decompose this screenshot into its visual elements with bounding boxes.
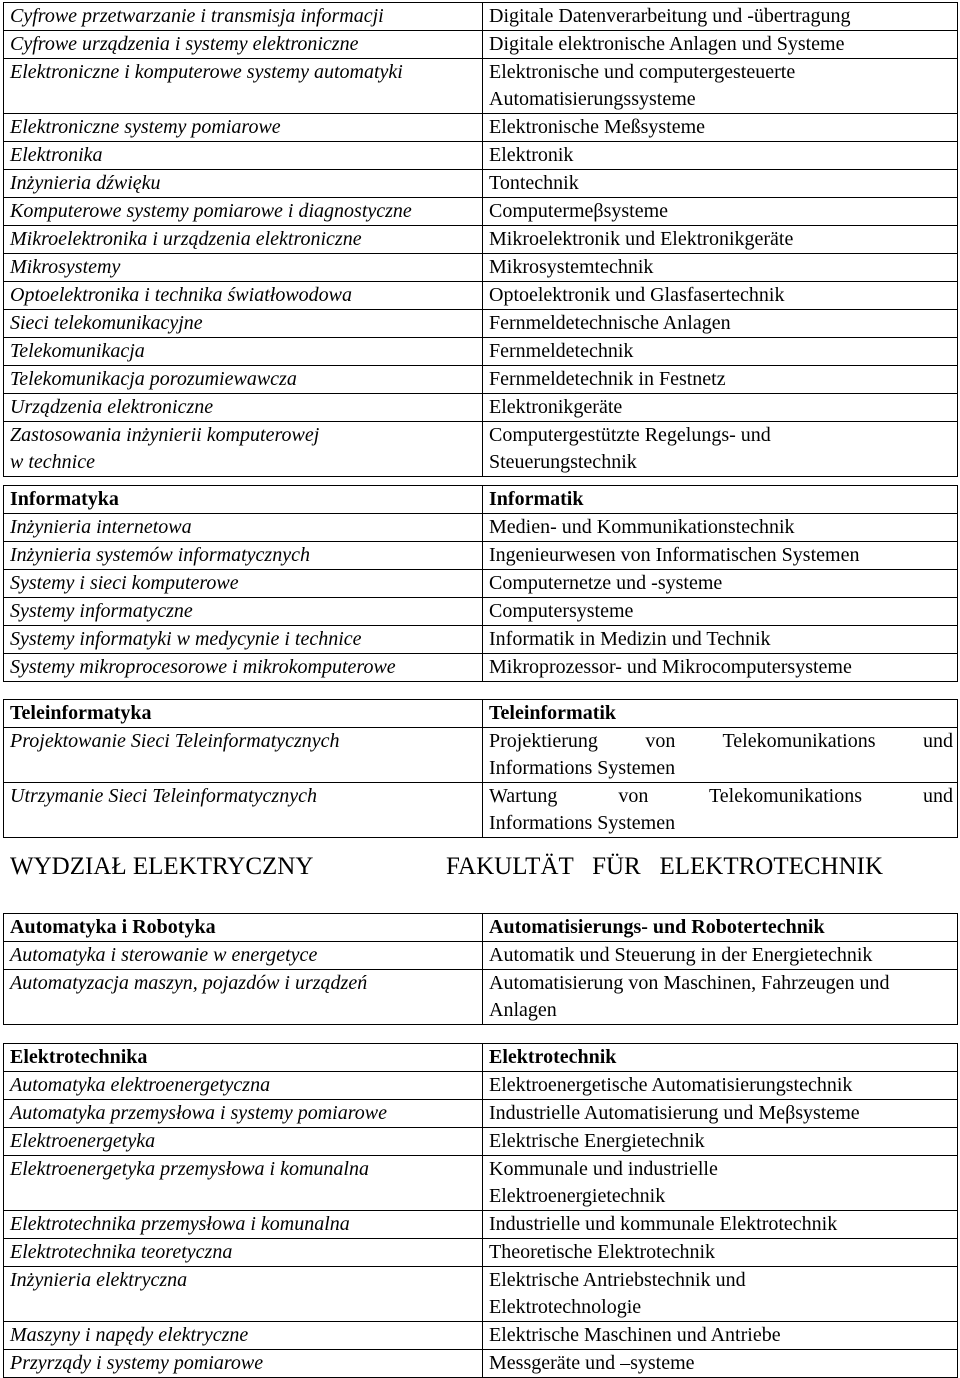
polish-name: Cyfrowe urządzenia i systemy elektroniczne [4,31,483,59]
polish-name: Telekomunikacja [4,338,483,366]
table-row [4,1239,958,1267]
polish-name: Komputerowe systemy pomiarowe i diagnostyczne [4,198,483,226]
german-name [483,422,958,477]
german-name-line2: Anlagen [489,999,557,1021]
polish-name: Optoelektronika i technika światłowodowa [4,282,483,310]
german-name-line1: Computergestützte Regelungs- und [489,424,771,446]
german-name: Industrielle Automatisierung und Meβsysteme [483,1100,958,1128]
table-row [4,542,958,570]
german-name: Mikroelektronik und Elektronikgeräte [483,226,958,254]
table-row [4,1322,958,1350]
table-row [4,3,958,31]
polish-name: Projektowanie Sieci Teleinformatycznych [4,728,483,783]
polish-name: Elektroniczne systemy pomiarowe [4,114,483,142]
polish-name: Systemy informatyczne [4,598,483,626]
polish-name: Inżynieria elektryczna [4,1267,483,1322]
german-field-heading: Teleinformatik [483,700,958,728]
german-name: Digitale Datenverarbeitung und -übertragung [483,3,958,31]
polish-name: Automatyzacja maszyn, pojazdów i urządzeń [4,970,483,1025]
german-name: Fernmeldetechnik in Festnetz [483,366,958,394]
german-name: Optoelektronik und Glasfasertechnik [483,282,958,310]
table-head-row [4,486,958,514]
table-row [4,226,958,254]
german-name: Fernmeldetechnik [483,338,958,366]
german-name: Elektronik [483,142,958,170]
course-table-automation-robotics [3,913,958,1025]
table-row [4,1350,958,1378]
german-name: Digitale elektronische Anlagen und Systeme [483,31,958,59]
polish-name: Inżynieria internetowa [4,514,483,542]
polish-name: Elektroniczne i komputerowe systemy automatyki [4,59,483,114]
table-row [4,142,958,170]
polish-name: Automatyka przemysłowa i systemy pomiarowe [4,1100,483,1128]
polish-name: Telekomunikacja porozumiewawcza [4,366,483,394]
table-head-row [4,1044,958,1072]
german-name: Theoretische Elektrotechnik [483,1239,958,1267]
polish-field-heading: Teleinformatyka [4,700,483,728]
polish-name: Utrzymanie Sieci Teleinformatycznych [4,783,483,838]
course-table-electrical-engineering [3,1043,958,1378]
table-row [4,170,958,198]
german-name-line2: Automatisierungssysteme [489,88,696,110]
german-name: Automatik und Steuerung in der Energietechnik [483,942,958,970]
german-name-line1: Kommunale und industrielle [489,1158,718,1180]
polish-name: Systemy informatyki w medycynie i technice [4,626,483,654]
german-name-line1: Automatisierung von Maschinen, Fahrzeugen und [489,972,890,994]
faculty-heading-polish: WYDZIAŁ ELEKTRYCZNY [10,853,314,880]
german-name: Medien- und Kommunikationstechnik [483,514,958,542]
table-row [4,254,958,282]
german-field-heading: Informatik [483,486,958,514]
table-head-row [4,914,958,942]
german-name-line1: Elektronische und computergesteuerte [489,61,796,83]
polish-name: Sieci telekomunikacyjne [4,310,483,338]
table-row [4,282,958,310]
german-field-heading: Automatisierungs- und Robotertechnik [483,914,958,942]
polish-name: Urządzenia elektroniczne [4,394,483,422]
german-name-line2: Elektrotechnologie [489,1296,642,1318]
polish-name: Elektronika [4,142,483,170]
polish-name: Inżynieria systemów informatycznych [4,542,483,570]
table-row [4,114,958,142]
german-name: Computernetze und -systeme [483,570,958,598]
table-row [4,198,958,226]
polish-name: Przyrządy i systemy pomiarowe [4,1350,483,1378]
polish-name: Elektrotechnika teoretyczna [4,1239,483,1267]
german-name: Elektroenergetische Automatisierungstechnik [483,1072,958,1100]
german-name: Informatik in Medizin und Technik [483,626,958,654]
german-name: Fernmeldetechnische Anlagen [483,310,958,338]
polish-name: Automatyka elektroenergetyczna [4,1072,483,1100]
german-name [483,728,958,783]
table-row [4,1072,958,1100]
polish-name: Maszyny i napędy elektryczne [4,1322,483,1350]
polish-name: Mikrosystemy [4,254,483,282]
german-name: Messgeräte und –systeme [483,1350,958,1378]
polish-name: Elektroenergetyka przemysłowa i komunalna [4,1156,483,1211]
polish-name: Systemy mikroprocesorowe i mikrokomputerowe [4,654,483,682]
polish-name-line1: Zastosowania inżynierii komputerowej [10,424,320,446]
table-row [4,366,958,394]
german-name: Elektronische Meßsysteme [483,114,958,142]
table-row [4,728,958,783]
table-row [4,310,958,338]
german-name [483,970,958,1025]
polish-name: Systemy i sieci komputerowe [4,570,483,598]
table-row [4,654,958,682]
polish-field-heading: Automatyka i Robotyka [4,914,483,942]
polish-name: Elektroenergetyka [4,1128,483,1156]
table-row [4,422,958,477]
polish-field-heading: Elektrotechnika [4,1044,483,1072]
german-name: Ingenieurwesen von Informatischen Systemen [483,542,958,570]
table-row [4,570,958,598]
table-row [4,626,958,654]
polish-name [4,422,483,477]
table-row [4,514,958,542]
table-row [4,783,958,838]
table-row [4,59,958,114]
faculty-heading-german: FAKULTÄT FÜR ELEKTROTECHNIK [446,853,884,880]
german-field-heading: Elektrotechnik [483,1044,958,1072]
german-name: Elektronikgeräte [483,394,958,422]
course-table-informatics [3,485,958,682]
german-name: Mikroprozessor- und Mikrocomputersysteme [483,654,958,682]
course-table-teleinformatics [3,699,958,838]
table-row [4,598,958,626]
german-name [483,783,958,838]
polish-name: Elektrotechnika przemysłowa i komunalna [4,1211,483,1239]
table-row [4,1100,958,1128]
german-name-line1: Wartung von Telekomunikations und [489,785,953,807]
table-row [4,1211,958,1239]
polish-name-line2: w technice [10,451,95,473]
german-name [483,1267,958,1322]
table-head-row [4,700,958,728]
polish-name: Mikroelektronika i urządzenia elektroniczne [4,226,483,254]
german-name: Tontechnik [483,170,958,198]
table-row [4,31,958,59]
table-row [4,1156,958,1211]
polish-name: Inżynieria dźwięku [4,170,483,198]
table-row [4,970,958,1025]
german-name-line1: Elektrische Antriebstechnik und [489,1269,746,1291]
table-row [4,338,958,366]
german-name-line2: Informations Systemen [489,757,676,779]
table-row [4,1128,958,1156]
german-name [483,1156,958,1211]
german-name: Mikrosystemtechnik [483,254,958,282]
table-row [4,394,958,422]
german-name: Industrielle und kommunale Elektrotechnik [483,1211,958,1239]
polish-name: Cyfrowe przetwarzanie i transmisja informacji [4,3,483,31]
polish-name: Automatyka i sterowanie w energetyce [4,942,483,970]
german-name-line2: Steuerungstechnik [489,451,637,473]
table-row [4,942,958,970]
german-name-line2: Elektroenergietechnik [489,1185,666,1207]
polish-field-heading: Informatyka [4,486,483,514]
german-name-line2: Informations Systemen [489,812,676,834]
german-name: Elektrische Energietechnik [483,1128,958,1156]
german-name-line1: Projektierung von Telekomunikations und [489,730,953,752]
german-name: Computermeβsysteme [483,198,958,226]
table-row [4,1267,958,1322]
german-name: Elektrische Maschinen und Antriebe [483,1322,958,1350]
course-table-electronics [3,2,958,477]
german-name: Computersysteme [483,598,958,626]
german-name [483,59,958,114]
